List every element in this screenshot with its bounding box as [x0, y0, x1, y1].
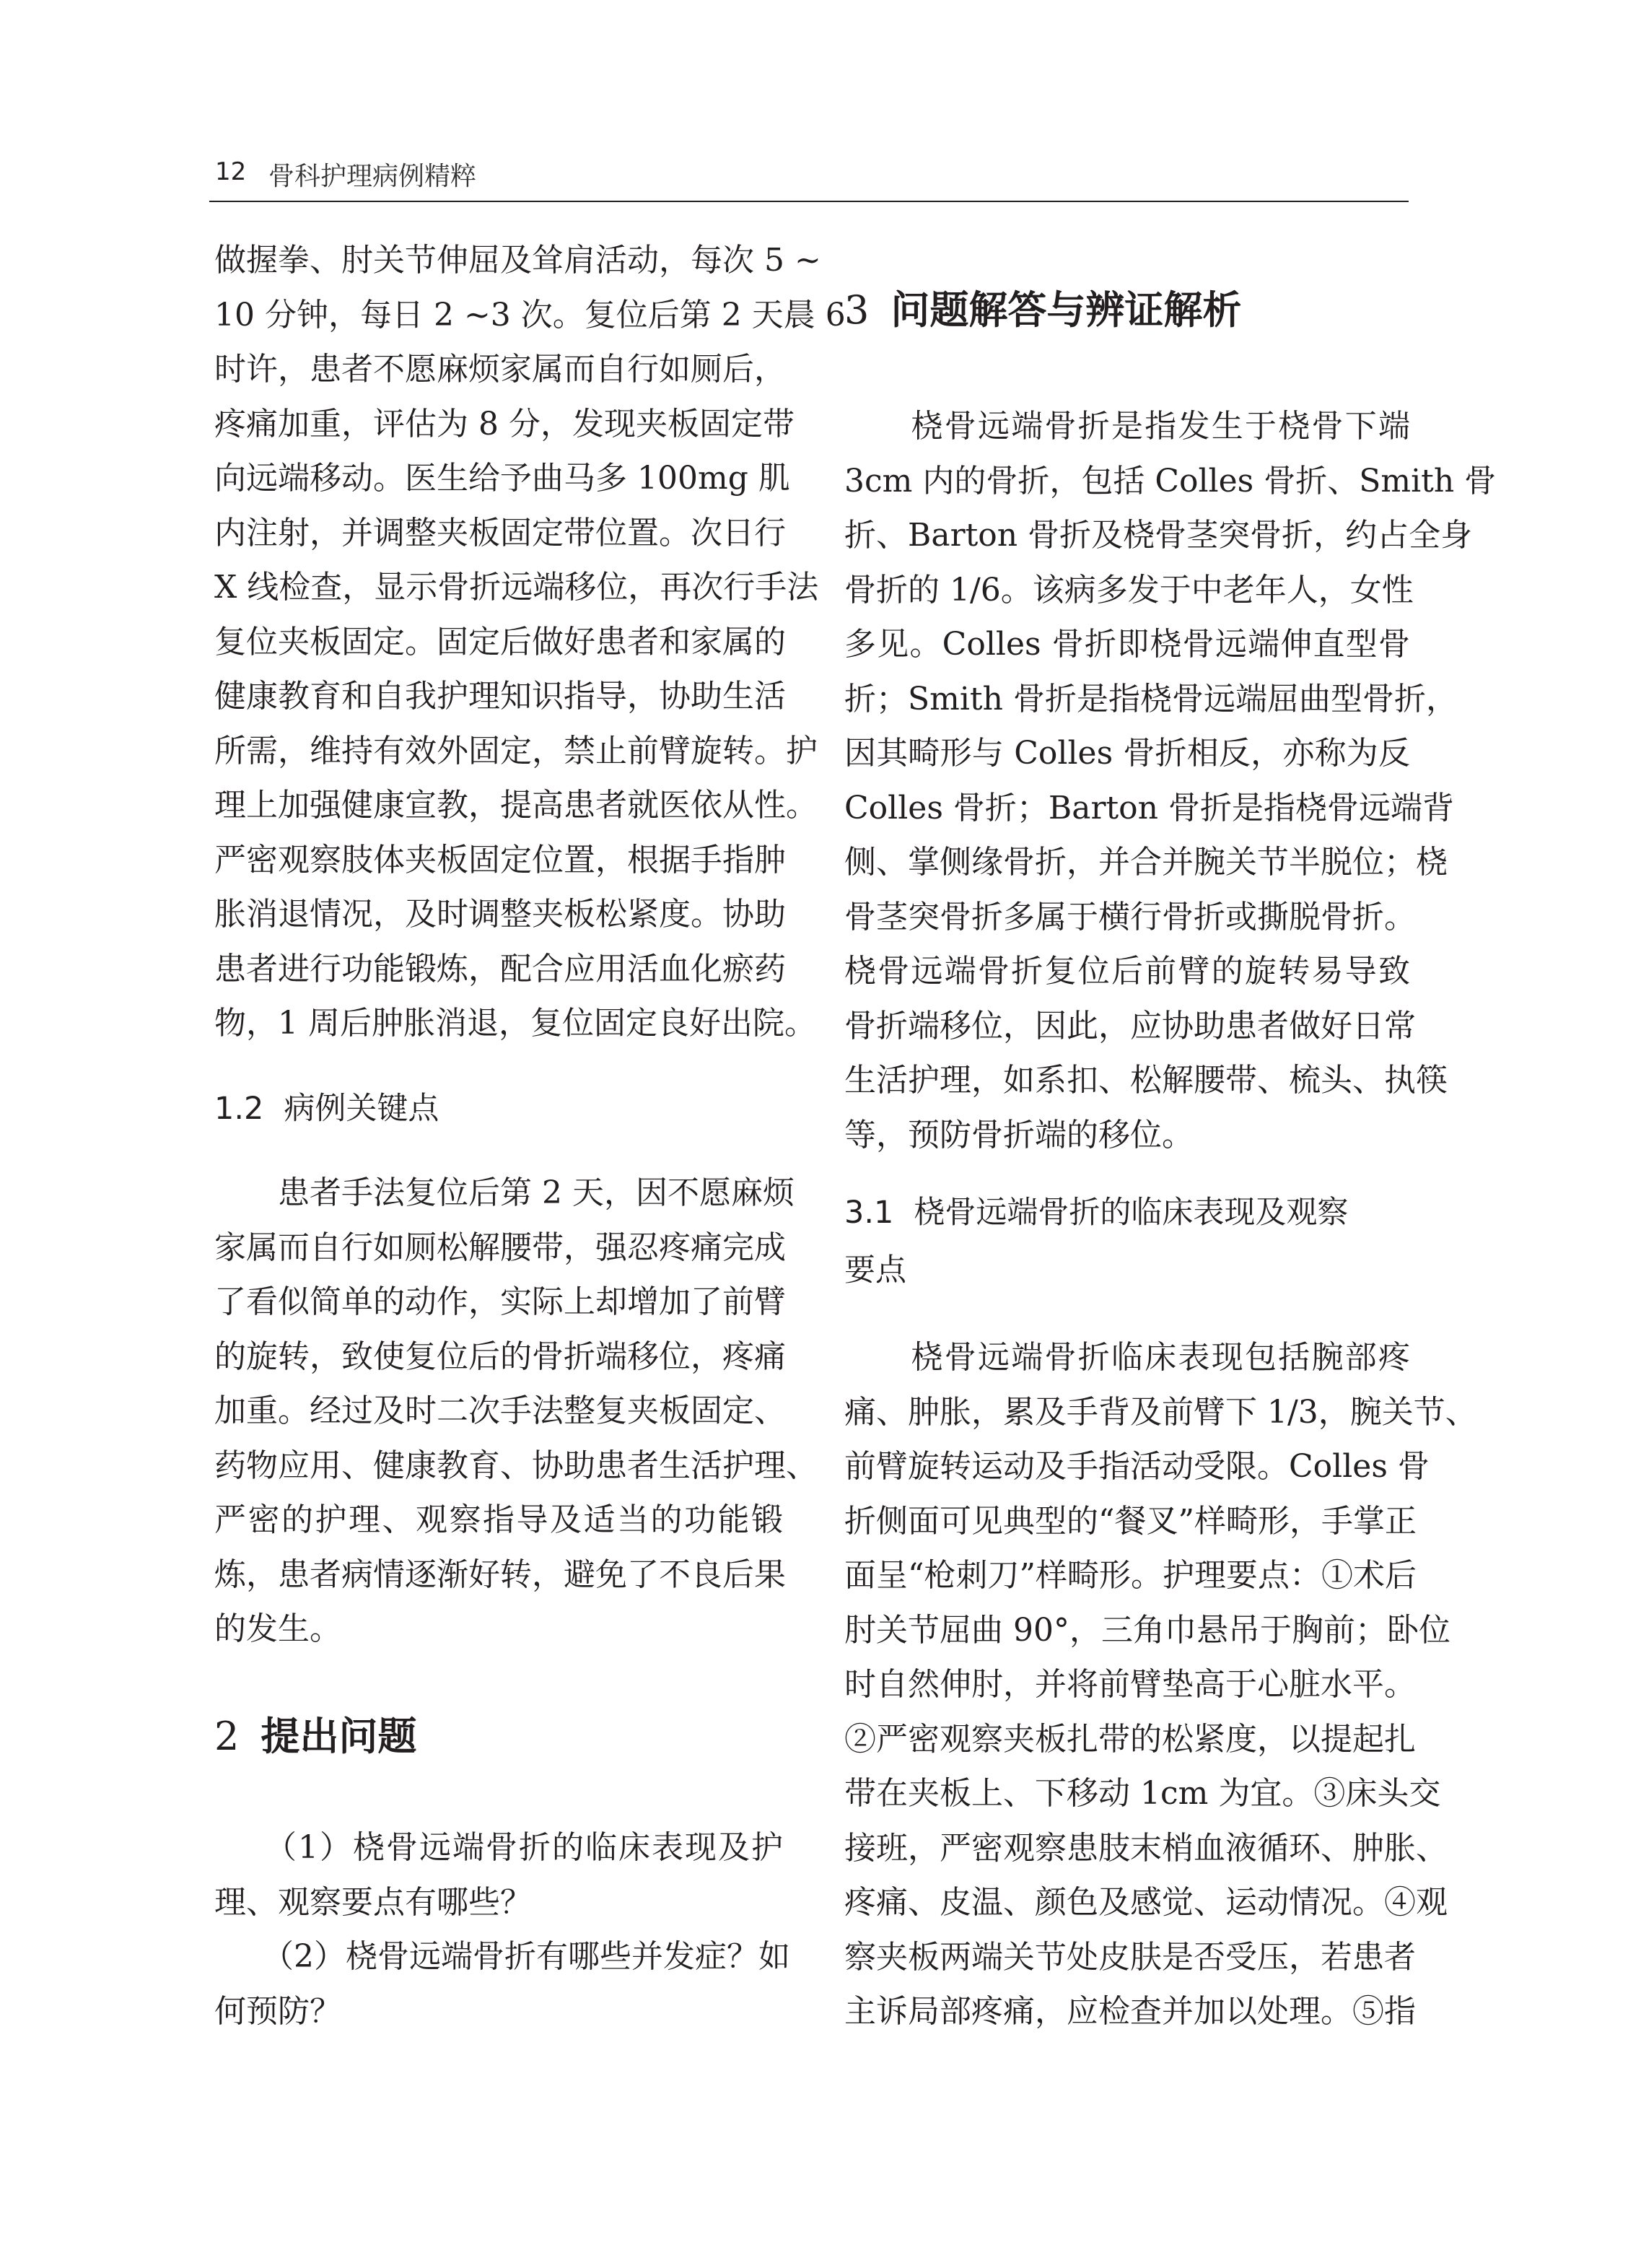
text-line: 向远端移动。医生给予曲马多 100mg 肌 [214, 460, 790, 497]
section-number: 1.2 [214, 1091, 264, 1127]
text-line: 严密观察肢体夹板固定位置，根据手指肿 [214, 841, 786, 878]
text-line: 折、Barton 骨折及桡骨茎突骨折，约占全身 [844, 517, 1473, 554]
section-number: 2 [214, 1714, 240, 1759]
text-line: 生活护理，如系扣、松解腰带、梳头、执筷 [844, 1062, 1448, 1099]
text-line: Colles 骨折；Barton 骨折是指桡骨远端背 [844, 789, 1455, 826]
text-line: 何预防？ [214, 1992, 341, 2030]
text-line: 察夹板两端关节处皮肤是否受压，若患者 [844, 1938, 1416, 1976]
text-line: 加重。经过及时二次手法整复夹板固定、 [214, 1392, 786, 1429]
text-line: 肘关节屈曲 90°，三角巾悬吊于胸前；卧位 [844, 1611, 1450, 1649]
text-line: 患者手法复位后第 2 天，因不愿麻烦 [214, 1174, 795, 1211]
text-line: 理、观察要点有哪些？ [214, 1883, 532, 1921]
header-rule [209, 201, 1409, 202]
page-number: 12 [215, 157, 247, 186]
section-title: 病例关键点 [284, 1091, 439, 1127]
paragraph [214, 1166, 818, 1657]
text-line: 胀消退情况，及时调整夹板松紧度。协助 [214, 896, 786, 933]
text-line: 痛、肿胀，累及手背及前臂下 1/3，腕关节、 [844, 1393, 1477, 1431]
text-line: （2）桡骨远端骨折有哪些并发症？如 [214, 1938, 790, 1975]
text-line: （1）桡骨远端骨折的临床表现及护 [214, 1829, 783, 1866]
text-line: 3cm 内的骨折，包括 Colles 骨折、Smith 骨 [844, 462, 1497, 500]
section-number: 3.1 [844, 1195, 894, 1231]
section-heading-1-2 [214, 1080, 783, 1138]
section-title: 桡骨远端骨折的临床表现及观察 [914, 1195, 1349, 1231]
text-line: 带在夹板上、下移动 1cm 为宜。③床头交 [844, 1775, 1441, 1812]
section-number: 3 [844, 287, 870, 333]
text-line: 复位夹板固定。固定后做好患者和家属的 [214, 623, 786, 660]
paragraph [214, 233, 846, 1051]
questions-list [214, 1820, 790, 2038]
text-line: 患者进行功能锻炼，配合应用活血化瘀药 [214, 950, 786, 987]
text-line: X 线检查，显示骨折远端移位，再次行手法 [214, 569, 819, 606]
text-line: 严密的护理、观察指导及适当的功能锻 [214, 1501, 783, 1538]
text-line: 疼痛、皮温、颜色及感觉、运动情况。④观 [844, 1884, 1448, 1921]
text-line: 的发生。 [214, 1610, 341, 1647]
section-title: 提出问题 [261, 1714, 417, 1759]
text-line: 多见。Colles 骨折即桡骨远端伸直型骨 [844, 626, 1410, 663]
book-title: 骨科护理病例精粹 [268, 162, 477, 191]
text-line: 10 分钟，每日 2 ~3 次。复位后第 2 天晨 6 [214, 296, 846, 333]
section-heading-2 [214, 1701, 783, 1773]
text-line: ②严密观察夹板扎带的松紧度，以提起扎 [844, 1720, 1416, 1758]
text-line: 前臂旋转运动及手指活动受限。Colles 骨 [844, 1448, 1430, 1485]
text-line: 因其畸形与 Colles 骨折相反，亦称为反 [844, 735, 1410, 772]
text-line: 骨折的 1/6。该病多发于中老年人，女性 [844, 571, 1414, 609]
text-line: 家属而自行如厕松解腰带，强忍疼痛完成 [214, 1229, 786, 1266]
text-line: 骨茎突骨折多属于横行骨折或撕脱骨折。 [844, 898, 1416, 935]
text-line: 折；Smith 骨折是指桡骨远端屈曲型骨折， [844, 680, 1458, 718]
text-line: 时许，患者不愿麻烦家属而自行如厕后， [214, 351, 786, 388]
text-line: 做握拳、肘关节伸屈及耸肩活动，每次 5 ~ [214, 242, 821, 279]
text-line: 了看似简单的动作，实际上却增加了前臂 [214, 1283, 786, 1320]
paragraph [844, 1330, 1477, 2039]
section-heading-3 [844, 274, 1410, 346]
section-title: 问题解答与辨证解析 [890, 287, 1242, 333]
text-line: 内注射，并调整夹板固定带位置。次日行 [214, 514, 786, 551]
text-line: 理上加强健康宣教，提高患者就医依从性。 [214, 787, 818, 824]
text-line: 主诉局部疼痛，应检查并加以处理。⑤指 [844, 1993, 1416, 2030]
text-line: 时自然伸肘，并将前臂垫高于心脏水平。 [844, 1666, 1416, 1703]
text-line: 疼痛加重，评估为 8 分，发现夹板固定带 [214, 405, 795, 442]
text-line: 的旋转，致使复位后的骨折端移位，疼痛 [214, 1338, 786, 1375]
text-line: 骨折端移位，因此，应协助患者做好日常 [844, 1007, 1416, 1044]
section-heading-3-1 [844, 1184, 1410, 1299]
text-line: 等，预防骨折端的移位。 [844, 1116, 1194, 1153]
text-line: 折侧面可见典型的“餐叉”样畸形，手掌正 [844, 1502, 1417, 1540]
text-line: 物，1 周后肿胀消退，复位固定良好出院。 [214, 1005, 816, 1042]
text-line: 接班，严密观察患肢末梢血液循环、肿胀、 [844, 1829, 1448, 1867]
text-line: 健康教育和自我护理知识指导，协助生活 [214, 678, 786, 715]
text-line: 桡骨远端骨折是指发生于桡骨下端 [844, 408, 1410, 445]
text-line: 炼，患者病情逐渐好转，避免了不良后果 [214, 1556, 786, 1593]
text-line: 桡骨远端骨折复位后前臂的旋转易导致 [844, 953, 1410, 990]
text-line: 面呈“枪刺刀”样畸形。护理要点：①术后 [844, 1557, 1417, 1594]
text-line: 所需，维持有效外固定，禁止前臂旋转。护 [214, 732, 818, 769]
paragraph [844, 399, 1497, 1162]
section-title-continued: 要点 [844, 1252, 906, 1288]
text-line: 桡骨远端骨折临床表现包括腕部疼 [844, 1339, 1410, 1376]
text-line: 侧、掌侧缘骨折，并合并腕关节半脱位；桡 [844, 844, 1448, 881]
text-line: 药物应用、健康教育、协助患者生活护理、 [214, 1447, 818, 1484]
